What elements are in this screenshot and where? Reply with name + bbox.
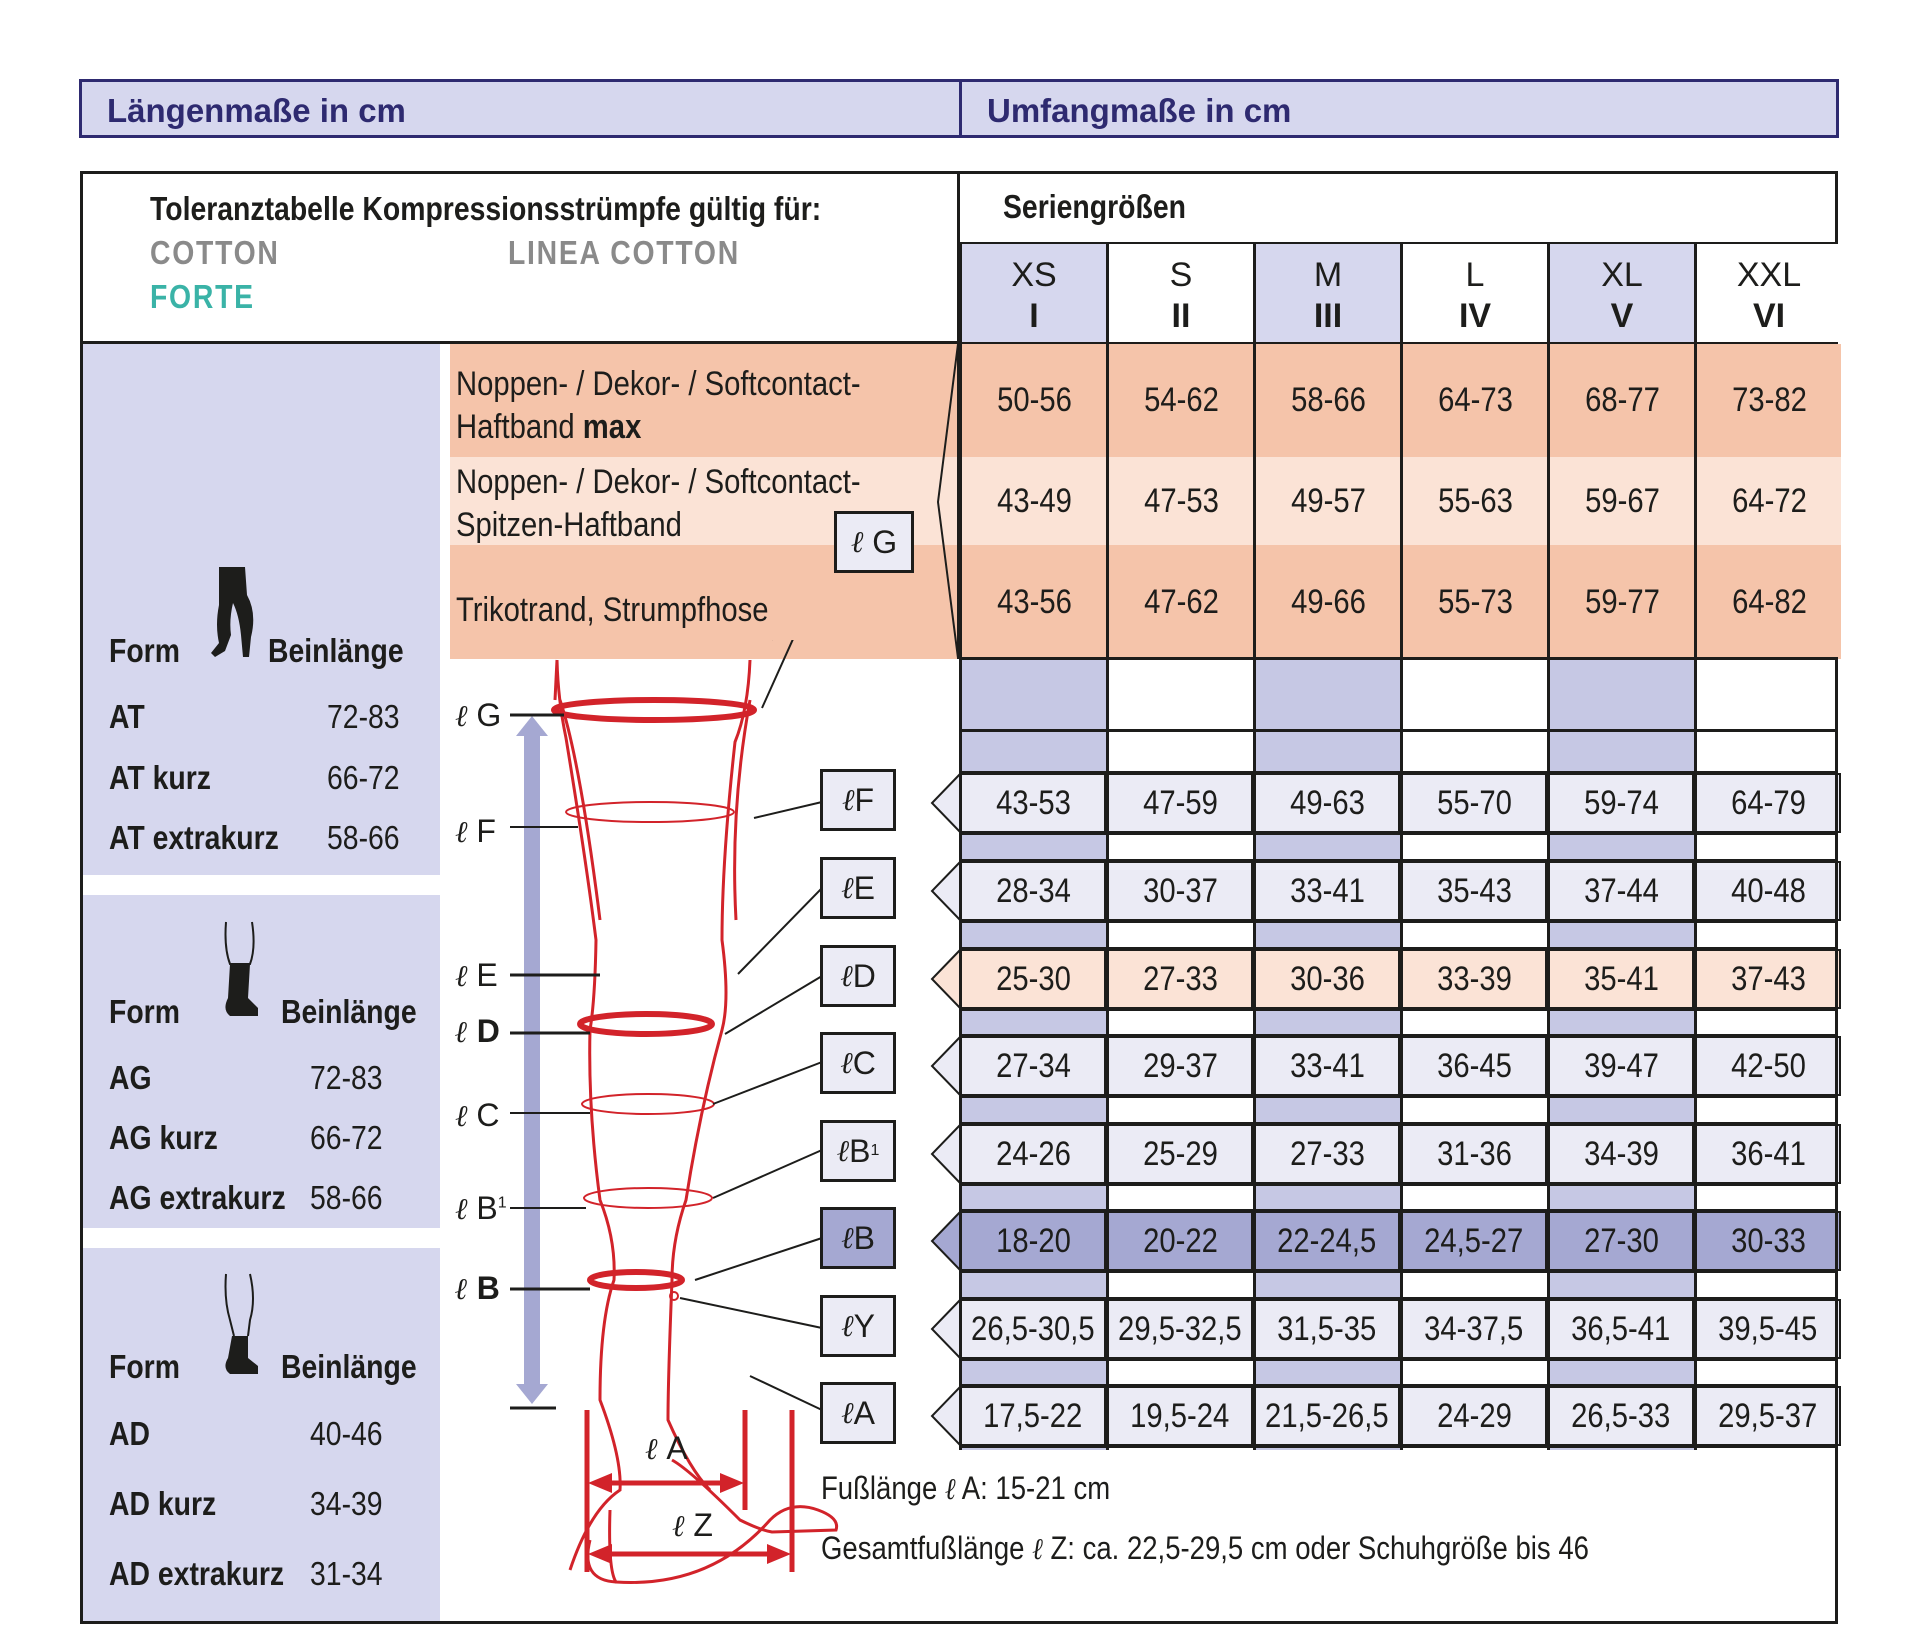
form-value: 58-66 — [327, 819, 400, 856]
band-cell: 58-66 — [1253, 344, 1400, 457]
tights-silhouette-icon — [205, 565, 265, 665]
size-name: XS — [1011, 256, 1057, 294]
band-bottom-line — [959, 657, 1838, 660]
form-name: AT extrakurz — [109, 819, 279, 856]
band-cell: 64-82 — [1694, 545, 1841, 659]
leg-length-label: Beinlänge — [268, 632, 404, 669]
leg-length-label: Beinlänge — [281, 1348, 417, 1385]
form-value: 72-83 — [310, 1059, 383, 1096]
footnote-foot-length: Fußlänge ℓ A: 15-21 cm — [821, 1470, 1111, 1507]
row-line — [959, 833, 1838, 835]
label-box-g: ℓ G — [834, 511, 914, 573]
row-line — [959, 921, 1838, 923]
row-line — [959, 859, 1838, 861]
measurement-cell: 18-20 — [959, 1211, 1106, 1271]
row-line — [959, 1009, 1838, 1011]
form-name: AG — [109, 1059, 152, 1096]
row-line — [959, 1297, 1838, 1299]
band-cell: 50-56 — [959, 344, 1106, 457]
size-name: XL — [1601, 256, 1643, 294]
foot-label-a: ℓ A — [645, 1430, 688, 1467]
measurement-cell: 27-30 — [1547, 1211, 1694, 1271]
band-cell: 73-82 — [1694, 344, 1841, 457]
label-box-c: ℓ C — [820, 1032, 896, 1094]
form-label: Form — [109, 632, 180, 669]
measurement-cell: 20-22 — [1106, 1211, 1253, 1271]
form-value: 58-66 — [310, 1179, 383, 1216]
row-line — [959, 1446, 1838, 1448]
form-name: AT kurz — [109, 759, 211, 796]
header-right-title: Umfangmaße in cm — [987, 92, 1292, 129]
form-value: 66-72 — [327, 759, 400, 796]
row-line — [959, 1096, 1838, 1098]
size-column-header — [1400, 244, 1547, 342]
leg-level-label: ℓ G — [455, 697, 502, 734]
label-box-b: ℓ B — [820, 1207, 896, 1269]
label-box-a: ℓ A — [820, 1382, 896, 1444]
measurement-cell: 42-50 — [1694, 1036, 1841, 1096]
size-name: S — [1169, 256, 1193, 294]
band-cell: 47-53 — [1106, 457, 1253, 545]
measurement-cell: 25-29 — [1106, 1124, 1253, 1184]
product-cotton: COTTON — [150, 234, 280, 271]
measurement-cell: 40-48 — [1694, 861, 1841, 921]
size-column-header — [959, 244, 1106, 342]
label-box-y: ℓ Y — [820, 1295, 896, 1357]
label-box-f: ℓ F — [820, 769, 896, 831]
footnote-total-foot-length: Gesamtfußlänge ℓ Z: ca. 22,5-29,5 cm oder Schuhgröße bis 46 — [821, 1530, 1589, 1567]
size-roman: I — [1029, 297, 1039, 335]
size-column-header — [1547, 244, 1694, 342]
measurement-cell: 29,5-32,5 — [1106, 1299, 1253, 1359]
measurement-cell: 17,5-22 — [959, 1386, 1106, 1446]
knee-stocking-silhouette-icon — [212, 918, 262, 1018]
table-title: Toleranztabelle Kompressionsstrümpfe gültig für: — [150, 190, 822, 227]
header-left-title: Längenmaße in cm — [107, 92, 406, 129]
size-name: M — [1313, 256, 1343, 294]
measurement-cell: 55-70 — [1400, 773, 1547, 833]
band-cell: 59-67 — [1547, 457, 1694, 545]
measurement-cell: 29,5-37 — [1694, 1386, 1841, 1446]
form-name: AD extrakurz — [109, 1555, 285, 1592]
measurement-cell: 34-39 — [1547, 1124, 1694, 1184]
measurement-cell: 27-33 — [1253, 1124, 1400, 1184]
size-roman: III — [1313, 297, 1343, 335]
stripe-top-line — [959, 729, 1838, 732]
row-line — [959, 1359, 1838, 1361]
row-line — [959, 947, 1838, 949]
measurement-cell: 31,5-35 — [1253, 1299, 1400, 1359]
measurement-cell: 43-53 — [959, 773, 1106, 833]
label-box-e: ℓ E — [820, 857, 896, 919]
band-cell: 59-77 — [1547, 545, 1694, 659]
measurement-cell: 24,5-27 — [1400, 1211, 1547, 1271]
header-bar-right — [959, 79, 1839, 138]
measurement-cell: 37-44 — [1547, 861, 1694, 921]
measurement-cell: 33-41 — [1253, 1036, 1400, 1096]
band-cell: 68-77 — [1547, 344, 1694, 457]
band-cell: 54-62 — [1106, 344, 1253, 457]
measurement-cell: 35-43 — [1400, 861, 1547, 921]
row-line — [959, 771, 1838, 773]
band-cell: 49-57 — [1253, 457, 1400, 545]
band-cell: 64-73 — [1400, 344, 1547, 457]
form-label: Form — [109, 993, 180, 1030]
band-label-max: Noppen- / Dekor- / Softcontact- Haftband max — [456, 365, 861, 446]
leg-length-label: Beinlänge — [281, 993, 417, 1030]
size-column-header — [1253, 244, 1400, 342]
measurement-cell: 64-79 — [1694, 773, 1841, 833]
measurement-cell: 33-39 — [1400, 949, 1547, 1009]
form-name: AG extrakurz — [109, 1179, 286, 1216]
measurement-cell: 19,5-24 — [1106, 1386, 1253, 1446]
measurement-cell: 28-34 — [959, 861, 1106, 921]
size-roman: IV — [1458, 297, 1492, 335]
measurement-cell: 34-37,5 — [1400, 1299, 1547, 1359]
band-cell: 47-62 — [1106, 545, 1253, 659]
measurement-cell: 24-29 — [1400, 1386, 1547, 1446]
band-cell: 43-49 — [959, 457, 1106, 545]
band-cell: 55-63 — [1400, 457, 1547, 545]
measurement-cell: 36,5-41 — [1547, 1299, 1694, 1359]
leg-level-label: ℓ C — [455, 1097, 500, 1134]
form-value: 31-34 — [310, 1555, 383, 1592]
measurement-cell: 21,5-26,5 — [1253, 1386, 1400, 1446]
form-value: 72-83 — [327, 698, 400, 735]
leg-level-label: ℓ E — [455, 957, 498, 994]
form-name: AD — [109, 1415, 150, 1452]
row-line — [959, 1209, 1838, 1211]
label-box-d: ℓ D — [820, 945, 896, 1007]
band-label-spitzen: Noppen- / Dekor- / Softcontact- Spitzen-Haftband — [456, 463, 861, 544]
label-box-b1: ℓ B 1 — [820, 1120, 896, 1182]
form-name: AT — [109, 698, 145, 735]
product-forte: FORTE — [150, 278, 255, 315]
row-line — [959, 1384, 1838, 1386]
measurement-cell: 25-30 — [959, 949, 1106, 1009]
measurement-cell: 33-41 — [1253, 861, 1400, 921]
size-roman: VI — [1752, 297, 1786, 335]
size-name: L — [1465, 256, 1485, 294]
measurement-cell: 49-63 — [1253, 773, 1400, 833]
leg-level-label: ℓ D — [455, 1013, 500, 1050]
sock-silhouette-icon — [212, 1270, 262, 1380]
header-bar-left — [79, 79, 962, 138]
band-bracket — [930, 340, 970, 660]
band-cell: 64-72 — [1694, 457, 1841, 545]
row-line — [959, 1184, 1838, 1186]
band-label-trikot: Trikotrand, Strumpfhose — [456, 591, 769, 629]
measurement-cell: 30-37 — [1106, 861, 1253, 921]
measurement-cell: 31-36 — [1400, 1124, 1547, 1184]
measurement-cell: 30-33 — [1694, 1211, 1841, 1271]
measurement-cell: 27-34 — [959, 1036, 1106, 1096]
row-line — [959, 1122, 1838, 1124]
measurement-cell: 30-36 — [1253, 949, 1400, 1009]
measurement-cell: 27-33 — [1106, 949, 1253, 1009]
leg-diagram — [440, 640, 960, 1600]
size-column-header — [1106, 244, 1253, 342]
measurement-cell: 24-26 — [959, 1124, 1106, 1184]
series-label: Seriengrößen — [1003, 188, 1186, 225]
size-roman: II — [1171, 297, 1191, 335]
measurement-cell: 39-47 — [1547, 1036, 1694, 1096]
leg-level-label: ℓ B — [455, 1270, 500, 1307]
product-linea-cotton: LINEA COTTON — [508, 234, 740, 271]
form-label: Form — [109, 1348, 180, 1385]
band-cell: 43-56 — [959, 545, 1106, 659]
measurement-cell: 39,5-45 — [1694, 1299, 1841, 1359]
form-value: 40-46 — [310, 1415, 383, 1452]
form-name: AG kurz — [109, 1119, 218, 1156]
grid-right-border — [1835, 659, 1838, 1451]
measurement-cell: 37-43 — [1694, 949, 1841, 1009]
foot-label-z: ℓ Z — [672, 1507, 713, 1544]
measurement-cell: 36-41 — [1694, 1124, 1841, 1184]
measurement-cell: 26,5-30,5 — [959, 1299, 1106, 1359]
measurement-cell: 29-37 — [1106, 1036, 1253, 1096]
measurement-cell: 59-74 — [1547, 773, 1694, 833]
form-value: 34-39 — [310, 1485, 383, 1522]
measurement-cell: 35-41 — [1547, 949, 1694, 1009]
leg-level-label: ℓ F — [455, 813, 496, 850]
measurement-cell: 22-24,5 — [1253, 1211, 1400, 1271]
leg-level-label: ℓ $B^1$ — [455, 1190, 507, 1227]
band-cell: 49-66 — [1253, 545, 1400, 659]
size-roman: V — [1610, 297, 1634, 335]
measurement-cell: 26,5-33 — [1547, 1386, 1694, 1446]
measurement-cell: 36-45 — [1400, 1036, 1547, 1096]
row-line — [959, 1034, 1838, 1036]
form-name: AD kurz — [109, 1485, 217, 1522]
form-value: 66-72 — [310, 1119, 383, 1156]
row-line — [959, 1271, 1838, 1273]
size-column-header — [1694, 244, 1841, 342]
band-cell: 55-73 — [1400, 545, 1547, 659]
size-name: XXL — [1736, 256, 1802, 294]
measurement-cell: 47-59 — [1106, 773, 1253, 833]
